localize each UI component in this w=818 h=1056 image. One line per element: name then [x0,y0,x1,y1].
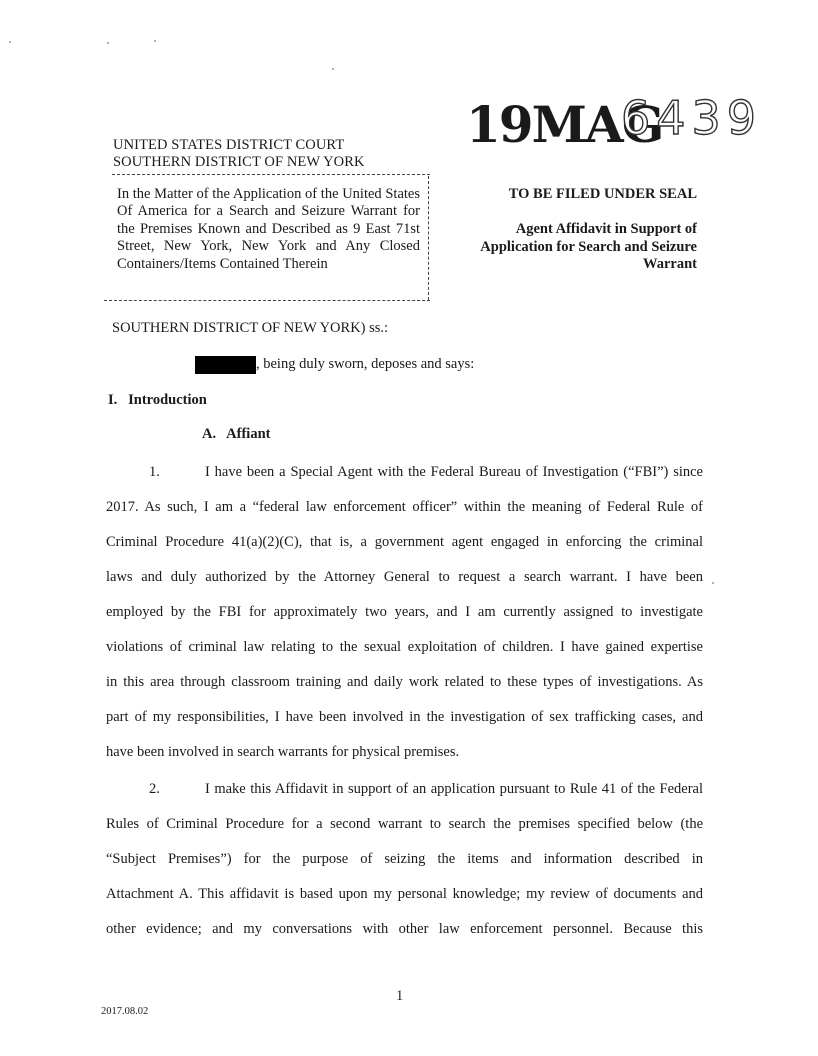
paragraph-line: “Subject Premises”) for the purpose of seizing the items and information described in [106,851,703,867]
caption-bottom-border [104,300,430,301]
paragraph-line: 2017. As such, I am a “federal law enforcement officer” within the meaning of Federal Rule of [106,499,703,515]
case-caption: In the Matter of the Application of the United States Of America for a Search and Seizure Warrant for the Premises Known and Described as 9 East 71st Street, New York, New York and Any Closed Containers/Items Contained Therein [117,186,420,272]
court-district: SOUTHERN DISTRICT OF NEW YORK [113,154,365,170]
paragraph-line: laws and duly authorized by the Attorney General to request a search warrant. I have been [106,569,703,585]
caption-top-border [112,174,430,175]
paragraph-number: 1. [149,464,160,480]
paragraph-line: violations of criminal law relating to the sexual exploitation of children. I have gained expertise [106,639,703,655]
scan-speck [712,582,714,584]
line-text: I make this Affidavit in support of an application pursuant to Rule 41 of the Federal [205,781,703,797]
paragraph-line: Attachment A. This affidavit is based upon my personal knowledge; my review of documents and [106,886,703,902]
paragraph-line: other evidence; and my conversations with other law enforcement personnel. Because this [106,921,703,937]
court-header [113,137,365,171]
sworn-statement: , being duly sworn, deposes and says: [256,356,475,372]
scan-speck [332,68,334,70]
page-number: 1 [396,988,404,1004]
docket-number: 6439 [621,91,763,145]
court-name: UNITED STATES DISTRICT COURT [113,137,345,153]
paragraph-line: in this area through classroom training and daily work related to these types of investigations. As [106,674,703,690]
docket-prefix: 19MAG [466,95,663,154]
paragraph-line: Criminal Procedure 41(a)(2)(C), that is, a government agent engaged in enforcing the criminal [106,534,703,550]
paragraph-line [106,772,703,807]
paragraph-line: employed by the FBI for approximately two years, and I am currently assigned to investigate [106,604,703,620]
paragraph-line: part of my responsibilities, I have been involved in the investigation of sex trafficking cases, and [106,709,703,725]
venue-line: SOUTHERN DISTRICT OF NEW YORK) ss.: [112,320,389,336]
line-text: I have been a Special Agent with the Federal Bureau of Investigation (“FBI”) since [205,464,703,480]
scan-speck [9,41,11,43]
subsection-heading: A. Affiant [202,426,271,442]
caption-right-border [428,176,429,300]
paragraph-line: have been involved in search warrants for physical premises. [106,744,460,760]
scan-speck [154,40,156,42]
paragraph-2 [106,772,703,947]
footer-code: 2017.08.02 [101,1006,149,1017]
paragraph-number: 2. [149,781,160,797]
redaction-block [195,356,256,374]
filing-notice [456,186,697,274]
section-heading: I. Introduction [108,392,207,408]
paragraph-1 [106,455,703,770]
scan-speck [107,42,109,44]
paragraph-line [106,455,703,490]
document-title: Agent Affidavit in Support of Application for Search and Seizure Warrant [480,221,697,273]
seal-notice: TO BE FILED UNDER SEAL [508,186,697,202]
paragraph-line: Rules of Criminal Procedure for a second warrant to search the premises specified below (the [106,816,703,832]
